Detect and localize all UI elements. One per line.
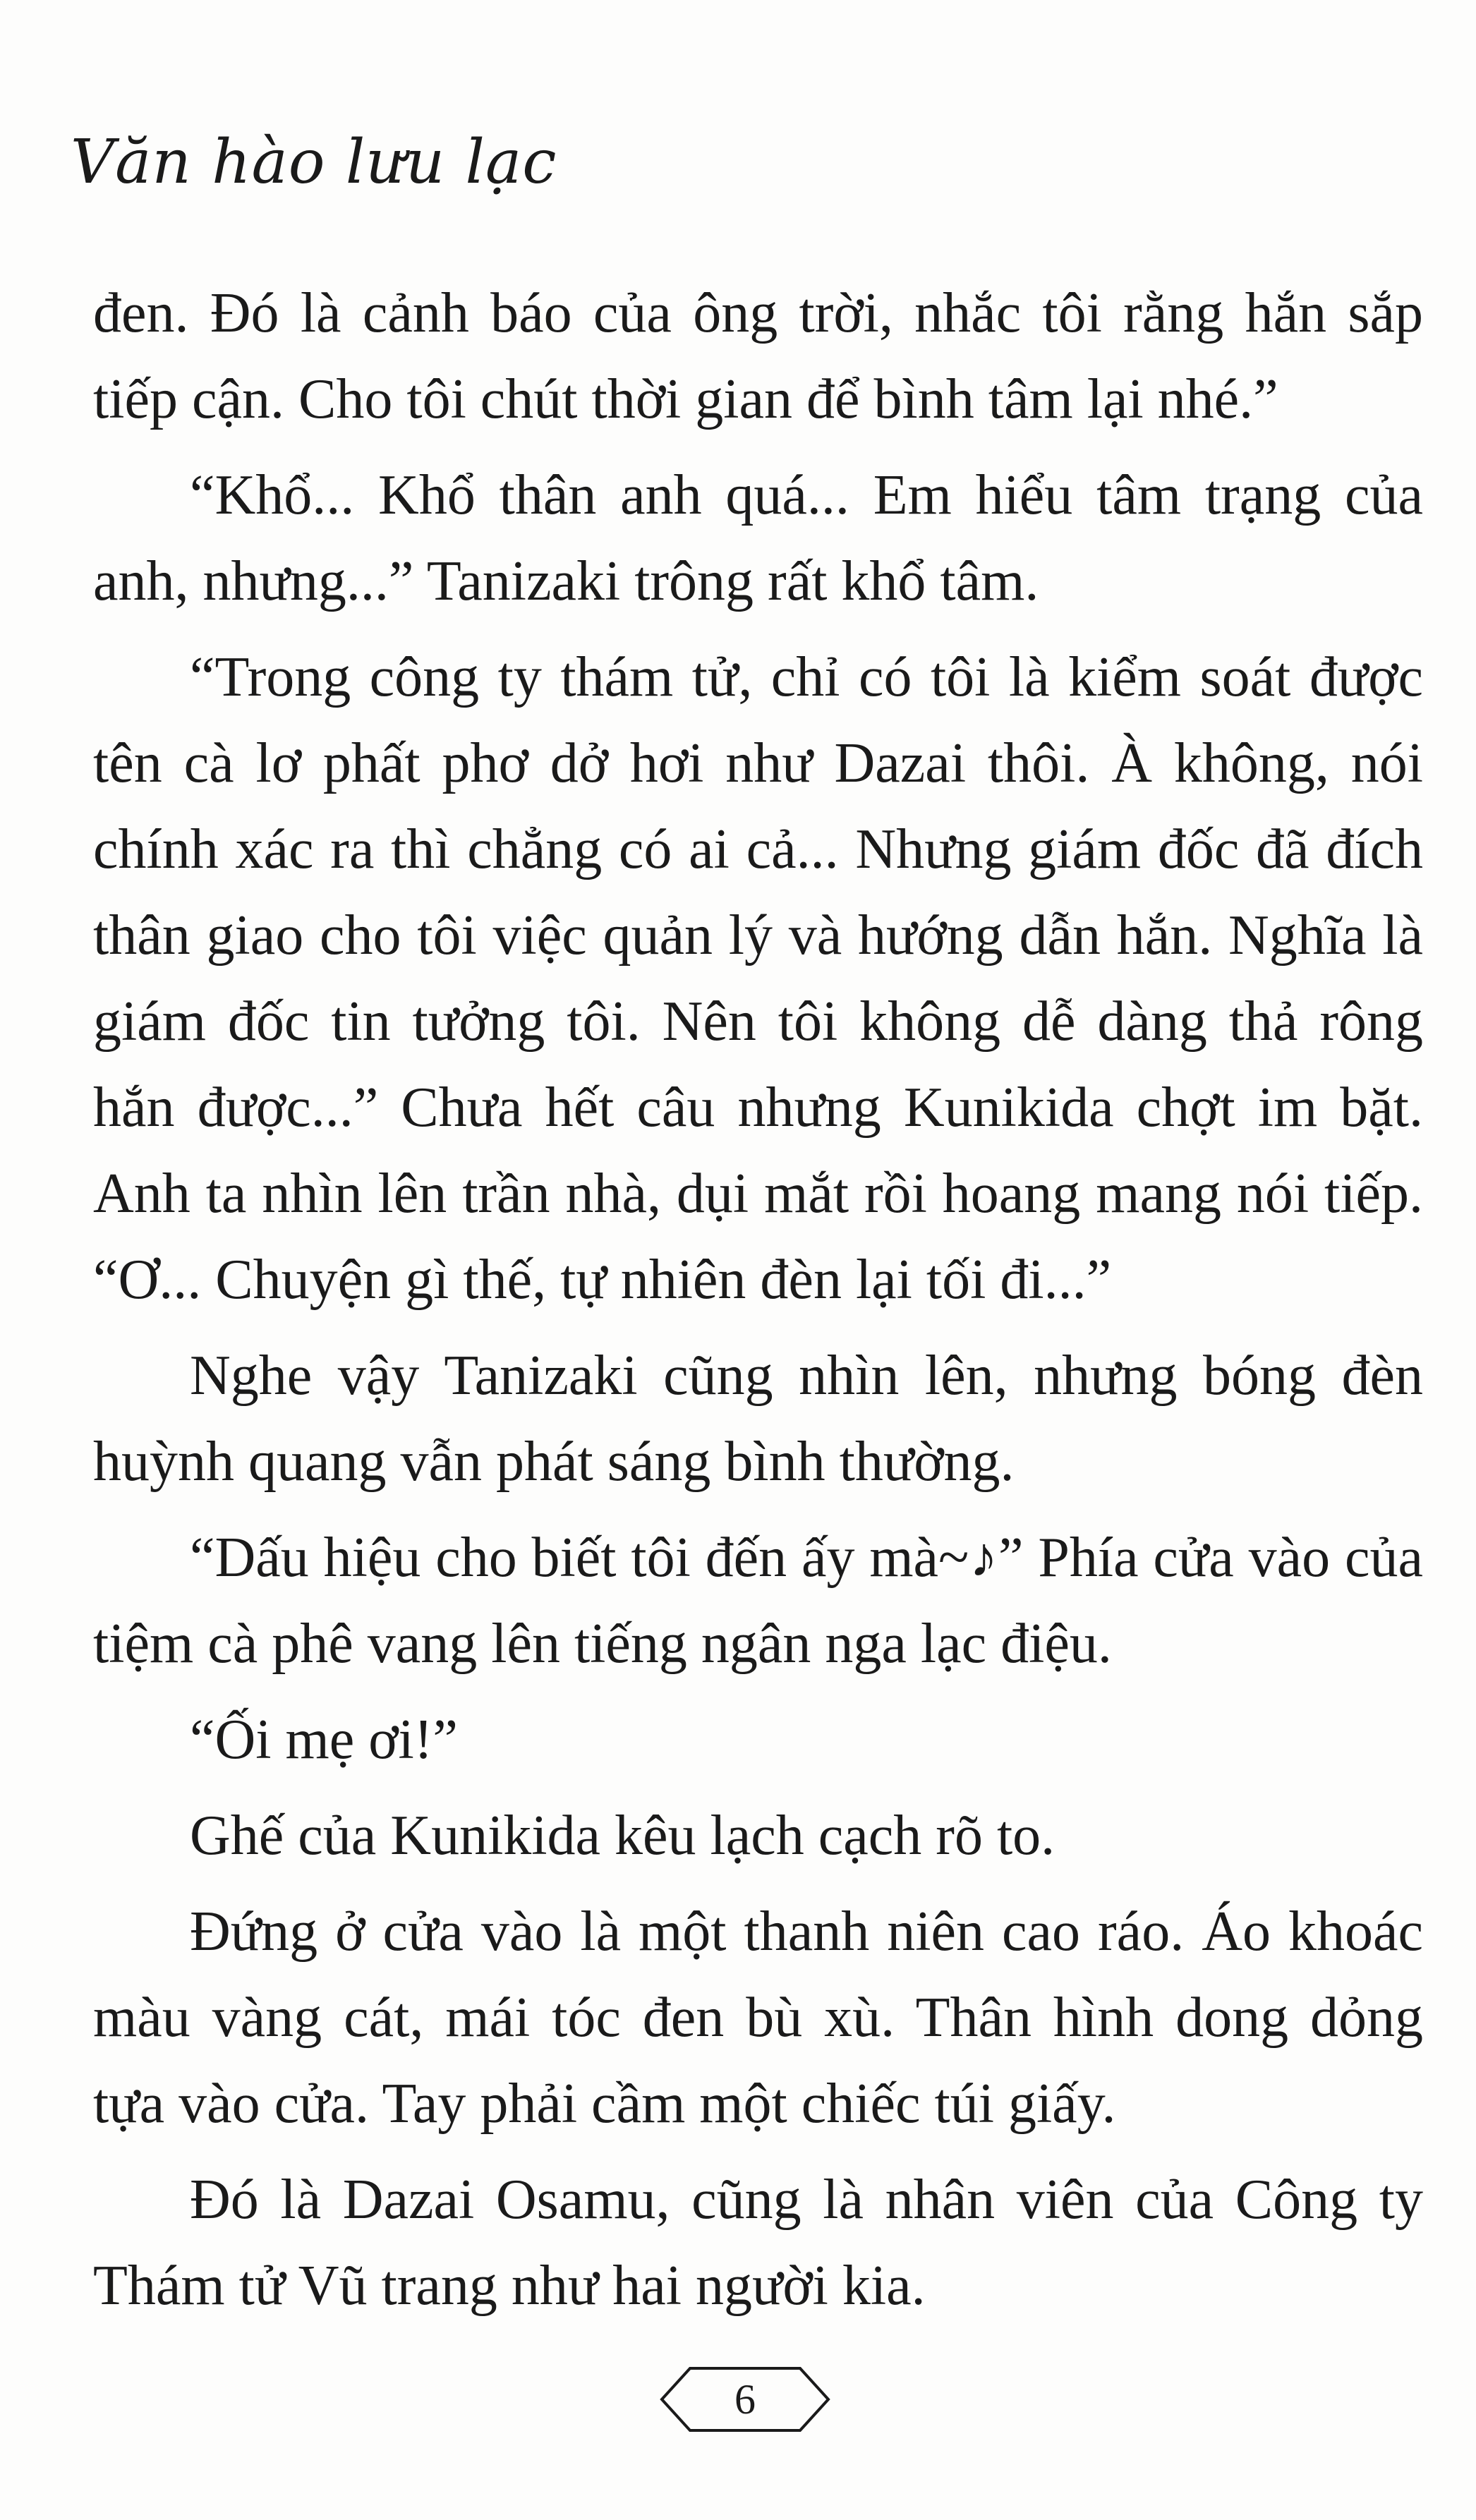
page-number-badge — [659, 2365, 831, 2433]
paragraph: Đứng ở cửa vào là một thanh niên cao ráo. Áo khoác màu vàng cát, mái tóc đen bù xù. Thân hình dong dỏng tựa vào cửa. Tay phải cầm một chiếc túi giấy. — [93, 1901, 1423, 2135]
paragraph: Đó là Dazai Osamu, cũng là nhân viên của Công ty Thám tử Vũ trang như hai người kia. — [93, 2169, 1423, 2317]
paragraph: “Dấu hiệu cho biết tôi đến ấy mà~♪” Phía cửa vào của tiệm cà phê vang lên tiếng ngân nga lạc điệu. — [93, 1527, 1423, 1675]
paragraph: “Ối mẹ ơi!” — [190, 1709, 458, 1771]
body-text — [93, 270, 1423, 2329]
paragraph: “Trong công ty thám tử, chỉ có tôi là kiểm soát được tên cà lơ phất phơ dở hơi như Dazai thôi. À không, nói chính xác ra thì chẳng có ai cả... Nhưng giám đốc đã đích thân giao cho tôi việc quản lý và hướng dẫn hắn. Nghĩa là giám đốc tin tưởng tôi. Nên tôi không dễ dàng thả rông hắn được...” Chưa hết câu nhưng Kunikida chợt im bặt. Anh ta nhìn lên trần nhà, dụi mắt rồi hoang mang nói tiếp. “Ơ... Chuyện gì thế, tự nhiên đèn lại tối đi...” — [93, 646, 1423, 1311]
running-header: Văn hào lưu lạc — [71, 127, 557, 198]
page-number: 6 — [734, 2376, 756, 2423]
paragraph: Nghe vậy Tanizaki cũng nhìn lên, nhưng bóng đèn huỳnh quang vẫn phát sáng bình thường. — [93, 1345, 1423, 1493]
paragraph: “Khổ... Khổ thân anh quá... Em hiểu tâm trạng của anh, nhưng...” Tanizaki trông rất khổ tâm. — [93, 464, 1423, 612]
paragraph: Ghế của Kunikida kêu lạch cạch rõ to. — [190, 1805, 1055, 1867]
paragraph: đen. Đó là cảnh báo của ông trời, nhắc tôi rằng hắn sắp tiếp cận. Cho tôi chút thời gian để bình tâm lại nhé.” — [93, 282, 1423, 430]
